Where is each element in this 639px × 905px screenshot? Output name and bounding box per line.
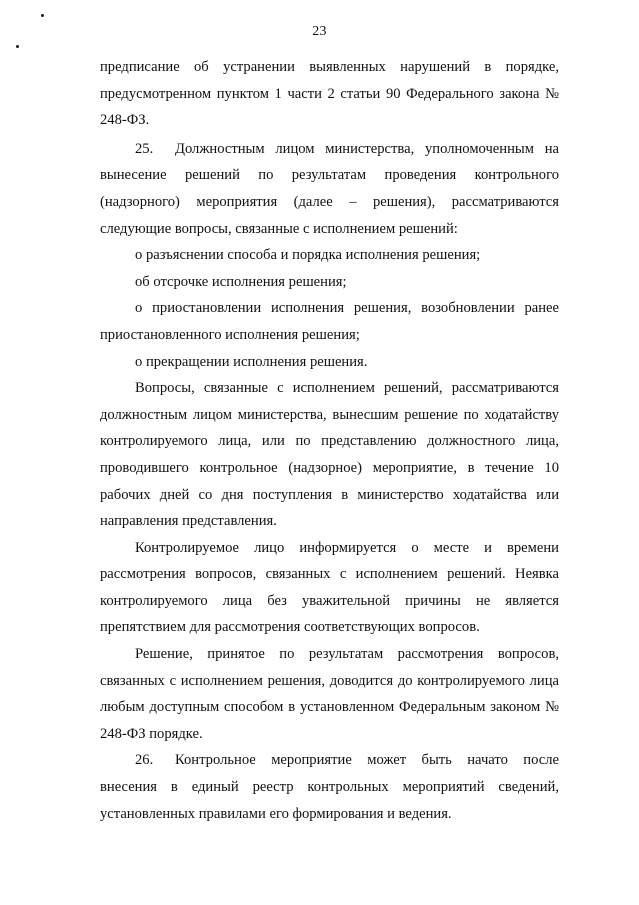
paragraph: Контролируемое лицо информируется о месте и времени рассмотрения вопросов, связанных с исполнением решений. Неявка контролируемого лица без уважительной причины не является препятствием для рассмотрения соответствующих вопросов. — [100, 539, 559, 636]
list-item: о разъяснении способа и порядка исполнения решения; — [135, 247, 481, 264]
clause-text: Должностным лицом министерства, уполномоченным на вынесение решений по результатам проведения контрольного (надзорного) мероприятия (далее – решения), рассматриваются следующие вопросы, связанные с исполнением решений: — [100, 140, 559, 237]
document-body — [100, 54, 559, 827]
paragraph-continuation: предписание об устранении выявленных нарушений в порядке, предусмотренном пунктом 1 части 2 статьи 90 Федерального закона № 248-ФЗ. — [100, 59, 559, 129]
page-number: 23 — [312, 24, 327, 39]
list-item: об отсрочке исполнения решения; — [135, 273, 347, 290]
list-item: о прекращении исполнения решения. — [135, 353, 368, 370]
paragraph: Решение, принятое по результатам рассмотрения вопросов, связанных с исполнением решения, доводится до контролируемого лица любым доступным способом в установленном Федеральным законом № 248-ФЗ порядке. — [100, 646, 559, 742]
paragraph-26 — [100, 747, 559, 827]
clause-text: Контрольное мероприятие может быть начато после внесения в единый реестр контрольных мероприятий сведений, установленных правилами его формирования и ведения. — [100, 752, 559, 822]
clause-number: 26. — [135, 752, 154, 769]
paragraph: Вопросы, связанные с исполнением решений, рассматриваются должностным лицом министерства, вынесшим решение по ходатайству контролируемого лица, или по представлению должностного лица, проводившего контрольное (надзорное) мероприятие, в течение 10 рабочих дней со дня поступления в министерство ходатайства или направления представления. — [100, 380, 559, 530]
scan-speck — [16, 45, 19, 48]
list-item: о приостановлении исполнения решения, возобновлении ранее приостановленного исполнения решения; — [100, 300, 559, 343]
scan-speck — [41, 14, 44, 17]
clause-number: 25. — [135, 140, 154, 157]
paragraph-25 — [100, 136, 559, 242]
